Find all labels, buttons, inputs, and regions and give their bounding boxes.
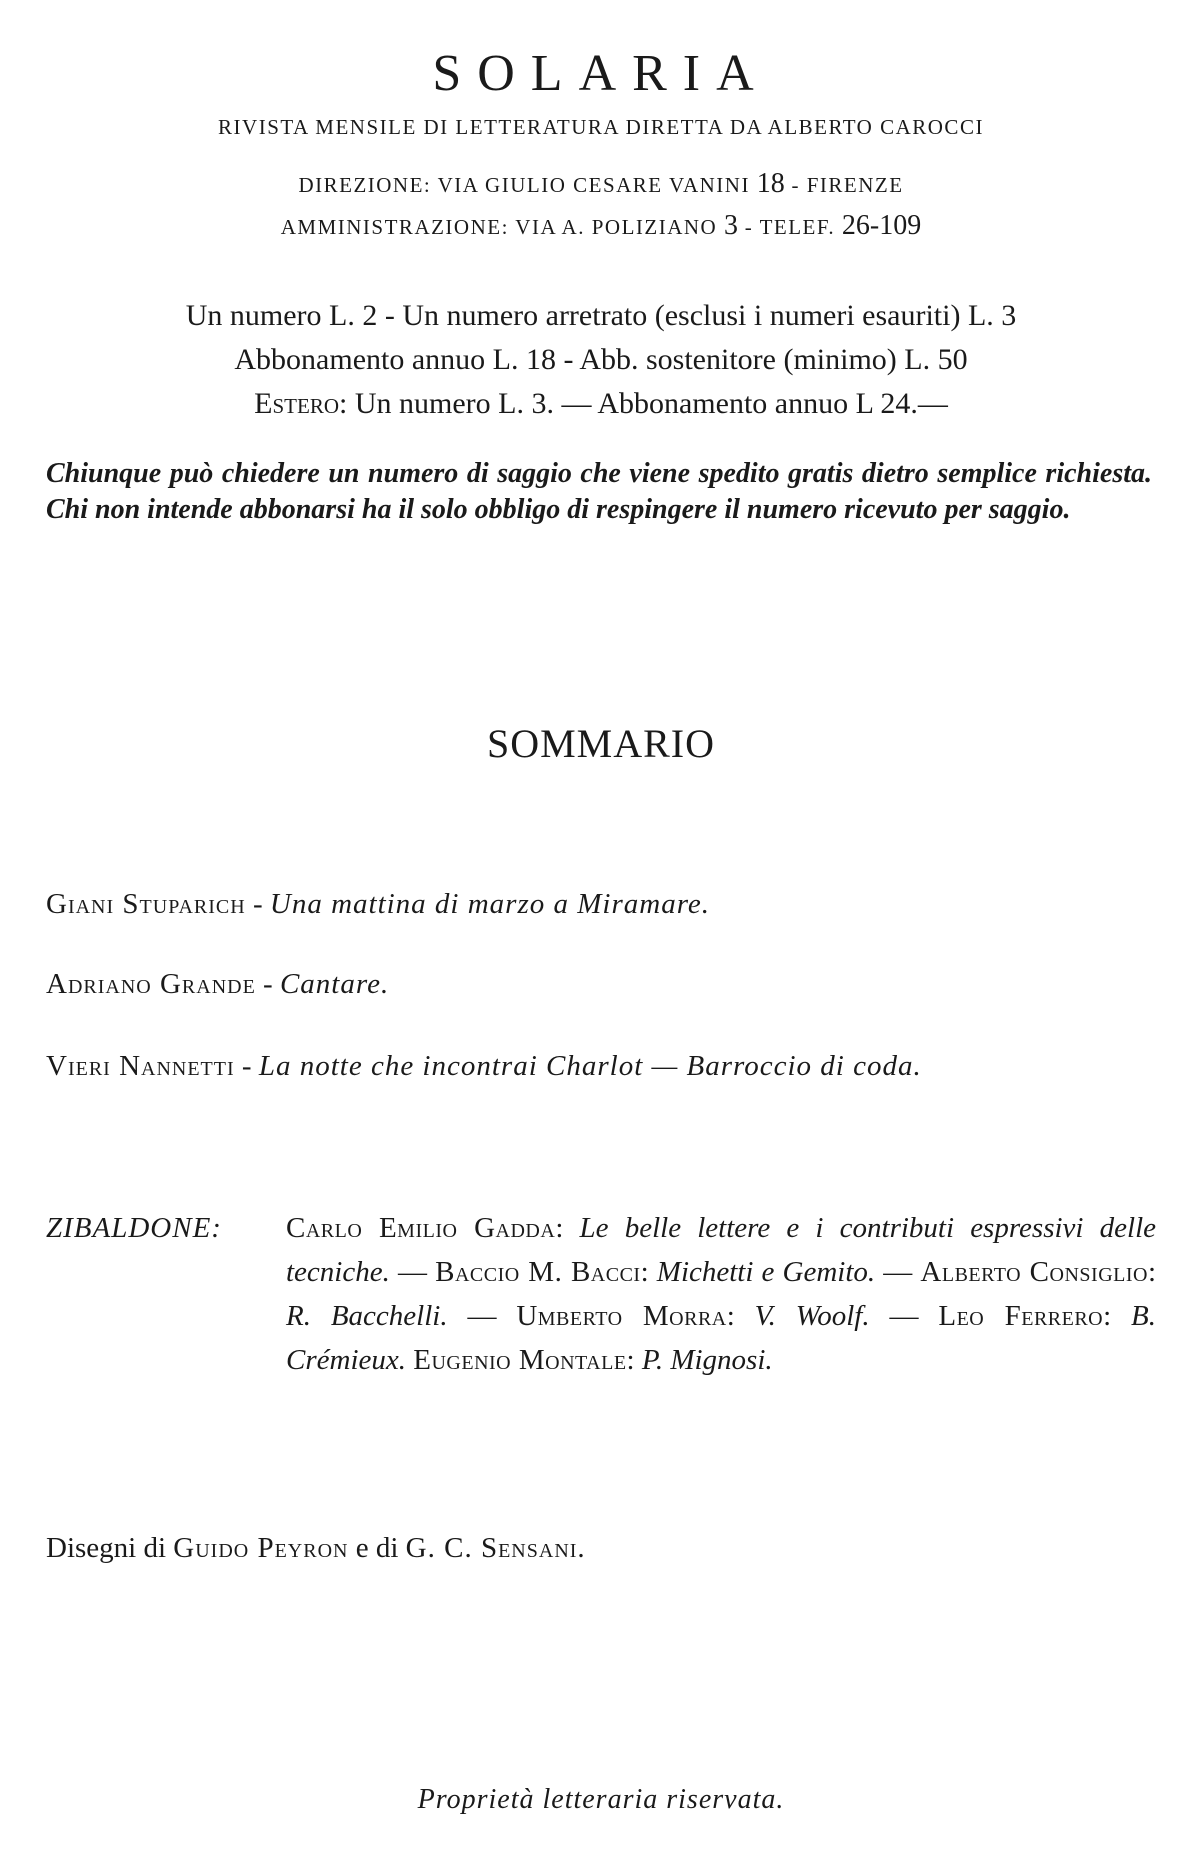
direzione-city: FIRENZE <box>806 173 904 197</box>
zib-dash: — <box>869 1300 939 1332</box>
rights-notice: Proprietà letteraria riservata. <box>417 1784 785 1815</box>
sample-copy-notice: Chiunque può chiedere un numero di saggio che viene spedito gratis dietro semplice richiesta. Chi non intende abbonarsi ha il solo obbligo di respingere il numero ricevuto per saggio. <box>46 458 1152 525</box>
credits-artist-2: G. C. Sensani. <box>405 1532 586 1564</box>
zib-title: P. Mignosi. <box>641 1344 773 1376</box>
zib-dash: — <box>447 1300 517 1332</box>
masthead-subtitle: RIVISTA MENSILE DI LETTERATURA DIRETTA DA ALBERTO CAROCCI <box>218 115 984 139</box>
entry-sep: - <box>255 968 280 1000</box>
entry-author: Adriano Grande <box>46 968 256 1000</box>
phone-number: 26-109 <box>841 210 922 241</box>
sommario-entry <box>46 888 710 921</box>
zib-title: Michetti e Gemito. <box>656 1256 876 1288</box>
entry-title: Una mattina di marzo a Miramare. <box>269 888 711 920</box>
zib-author: Alberto Consiglio <box>920 1256 1148 1288</box>
estero-prices: Un numero L. 3. — Abbonamento annuo L 24.— <box>354 387 948 420</box>
zib-title: V. Woolf. <box>754 1300 870 1332</box>
masthead-title: SOLARIA <box>432 45 770 102</box>
zib-author: Carlo Emilio Gadda <box>286 1212 556 1244</box>
entry-title: La notte che incontrai Charlot — Barroccio di coda. <box>258 1050 922 1082</box>
amministrazione-street: VIA A. POLIZIANO <box>515 215 718 239</box>
credits-conj: e di <box>355 1532 399 1564</box>
credits-prefix: Disegni di <box>46 1532 167 1564</box>
zib-dash: — <box>875 1256 921 1288</box>
entry-sep: - <box>234 1050 259 1082</box>
direzione-street: VIA GIULIO CESARE VANINI <box>437 173 750 197</box>
amministrazione-address <box>0 210 1202 242</box>
amministrazione-sep: - <box>744 215 754 239</box>
zib-dash: — <box>389 1256 436 1288</box>
price-row-3 <box>50 382 1152 426</box>
amministrazione-label: AMMINISTRAZIONE: <box>280 215 509 239</box>
entry-author: Giani Stuparich <box>46 888 246 920</box>
subscription-prices <box>50 294 1152 426</box>
price-row-1: Un numero L. 2 - Un numero arretrato (esclusi i numeri esauriti) L. 3 <box>185 299 1017 332</box>
zibaldone-body: Carlo Emilio Gadda: Le belle lettere e i contributi espressivi delle tecniche. — Baccio M. Bacci: Michetti e Gemito. — Alberto Consiglio: R. Bacchelli. — Umberto Morra: V. Woolf. — Leo Ferrero: B. Crémieux. Eugenio Montale: P. Mignosi. <box>286 1212 1157 1376</box>
zib-author: Baccio M. Bacci <box>435 1256 641 1288</box>
zib-author: Eugenio Montale <box>413 1344 627 1376</box>
phone-label: TELEF. <box>759 215 836 239</box>
entry-title: Cantare. <box>279 968 390 1000</box>
entry-sep: - <box>245 888 270 920</box>
direzione-address <box>0 168 1202 200</box>
zibaldone-label: ZIBALDONE: <box>46 1212 222 1244</box>
entry-author: Vieri Nannetti <box>46 1050 235 1082</box>
illustration-credits <box>46 1532 586 1565</box>
zib-title: B. Crémieux. <box>286 1300 1157 1376</box>
sommario-entry <box>46 968 389 1001</box>
credits-artist-1: Guido Peyron <box>173 1532 349 1564</box>
estero-label: Estero: <box>254 387 348 420</box>
amministrazione-number: 3 <box>723 210 738 241</box>
direzione-label: DIREZIONE: <box>298 173 432 197</box>
zib-title: R. Bacchelli. <box>286 1300 448 1332</box>
price-row-2: Abbonamento annuo L. 18 - Abb. sostenitore (minimo) L. 50 <box>234 343 968 376</box>
direzione-number: 18 <box>756 168 785 199</box>
zib-author: Leo Ferrero <box>938 1300 1104 1332</box>
zib-title: Le belle lettere e i contributi espressivi delle tecniche. <box>286 1212 1157 1288</box>
sommario-entry <box>46 1050 922 1083</box>
zib-author: Umberto Morra <box>516 1300 727 1332</box>
direzione-sep: - <box>791 173 800 197</box>
sommario-heading: SOMMARIO <box>486 721 716 766</box>
